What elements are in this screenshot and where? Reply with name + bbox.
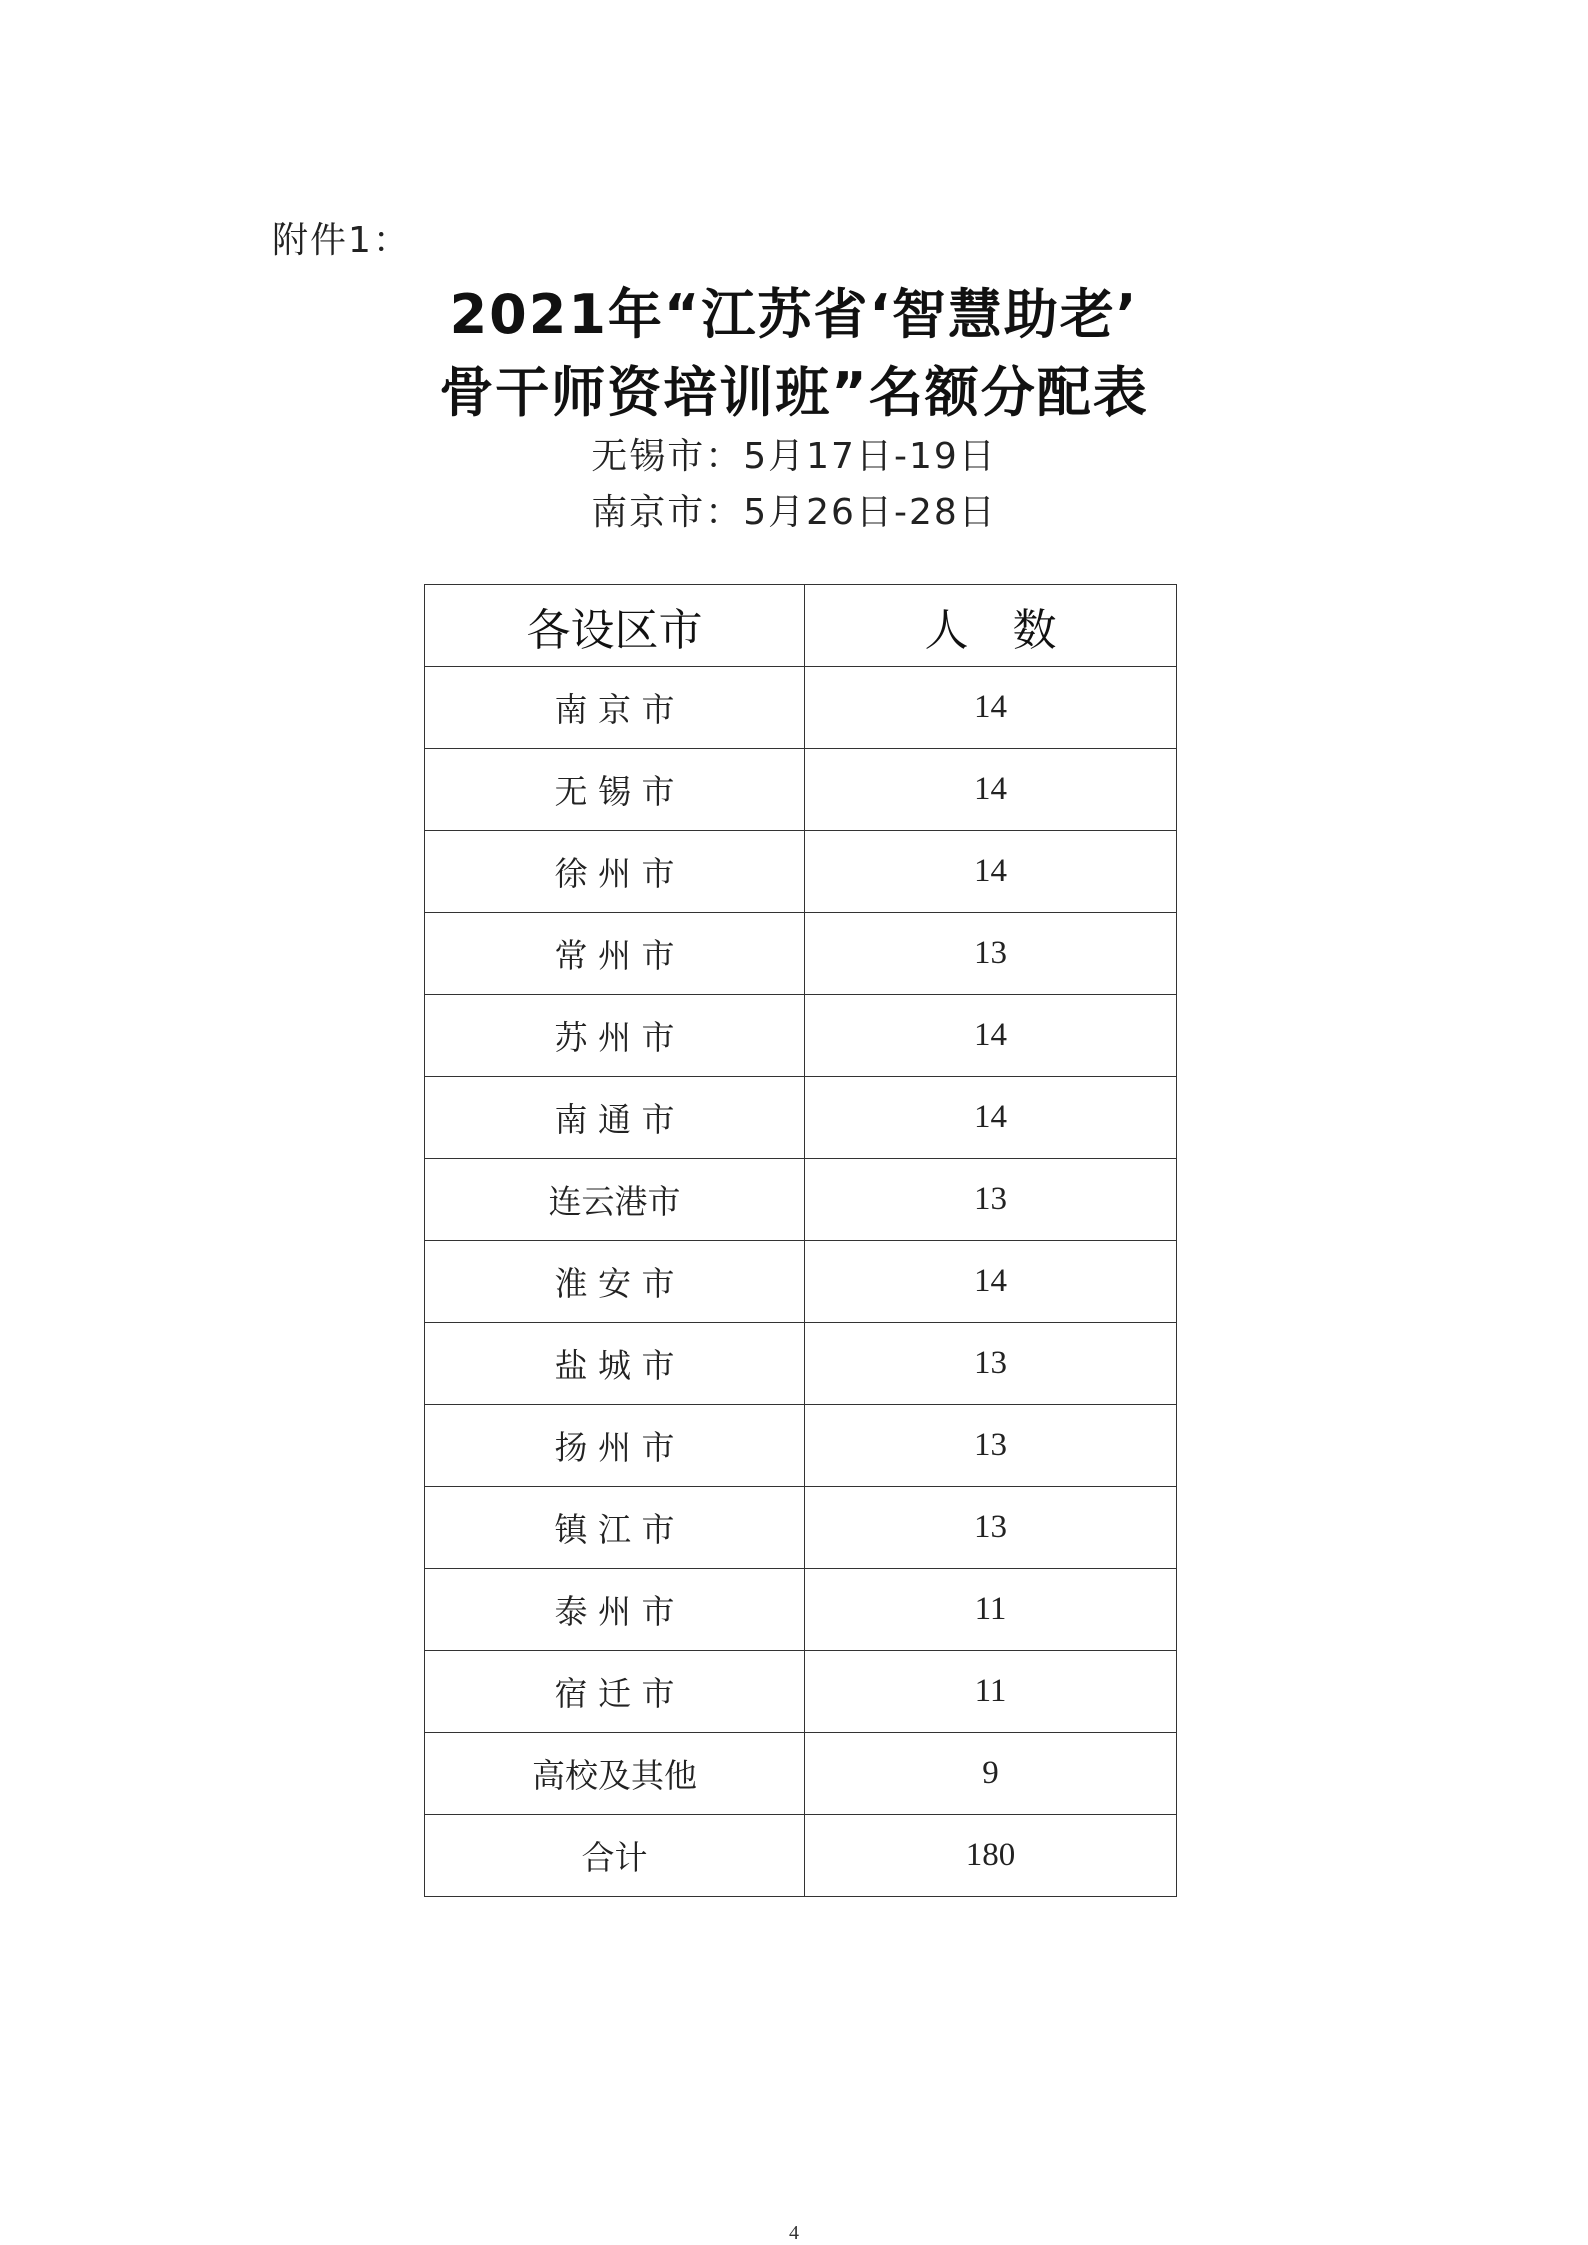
table-row xyxy=(425,1323,1177,1405)
city-cell: 宿 迁 市 xyxy=(425,1651,805,1733)
city-cell: 盐 城 市 xyxy=(425,1323,805,1405)
total-row xyxy=(425,1815,1177,1897)
document-title-line-1: 2021年“江苏省‘智慧助老’ xyxy=(449,283,1139,346)
table-row xyxy=(425,995,1177,1077)
table-row xyxy=(425,831,1177,913)
count-cell: 14 xyxy=(805,831,1177,913)
schedule-nanjing: 南京市：5月26日-28日 xyxy=(591,492,997,533)
table-row xyxy=(425,667,1177,749)
count-cell: 13 xyxy=(805,1405,1177,1487)
table-row xyxy=(425,1733,1177,1815)
column-header-count: 人 数 xyxy=(805,585,1177,667)
city-cell: 徐 州 市 xyxy=(425,831,805,913)
table-header-row xyxy=(425,585,1177,667)
table-row xyxy=(425,1651,1177,1733)
count-cell: 14 xyxy=(805,1241,1177,1323)
city-cell: 南 通 市 xyxy=(425,1077,805,1159)
city-cell: 泰 州 市 xyxy=(425,1569,805,1651)
city-cell: 南 京 市 xyxy=(425,667,805,749)
attachment-label: 附件1： xyxy=(272,220,411,261)
count-cell: 13 xyxy=(805,1487,1177,1569)
schedule-wuxi: 无锡市：5月17日-19日 xyxy=(591,436,997,477)
table-row xyxy=(425,1569,1177,1651)
page-number: 4 xyxy=(789,2222,799,2244)
count-cell: 13 xyxy=(805,1323,1177,1405)
count-cell: 9 xyxy=(805,1733,1177,1815)
column-header-city: 各设区市 xyxy=(425,585,805,667)
city-cell: 扬 州 市 xyxy=(425,1405,805,1487)
table-row xyxy=(425,1077,1177,1159)
table-row xyxy=(425,1487,1177,1569)
table-row xyxy=(425,749,1177,831)
count-cell: 13 xyxy=(805,1159,1177,1241)
table-row xyxy=(425,1405,1177,1487)
count-cell: 14 xyxy=(805,749,1177,831)
city-cell: 苏 州 市 xyxy=(425,995,805,1077)
count-cell: 14 xyxy=(805,667,1177,749)
city-cell: 常 州 市 xyxy=(425,913,805,995)
count-cell: 13 xyxy=(805,913,1177,995)
city-cell: 无 锡 市 xyxy=(425,749,805,831)
total-label-cell: 合计 xyxy=(425,1815,805,1897)
count-cell: 11 xyxy=(805,1651,1177,1733)
city-cell: 高校及其他 xyxy=(425,1733,805,1815)
table-row xyxy=(425,1159,1177,1241)
table-row xyxy=(425,1241,1177,1323)
table-row xyxy=(425,913,1177,995)
city-cell: 连云港市 xyxy=(425,1159,805,1241)
count-cell: 14 xyxy=(805,995,1177,1077)
quota-allocation-table xyxy=(424,584,1177,1897)
city-cell: 镇 江 市 xyxy=(425,1487,805,1569)
total-count-cell: 180 xyxy=(805,1815,1177,1897)
count-cell: 14 xyxy=(805,1077,1177,1159)
count-cell: 11 xyxy=(805,1569,1177,1651)
city-cell: 淮 安 市 xyxy=(425,1241,805,1323)
document-title-line-2: 骨干师资培训班”名额分配表 xyxy=(439,361,1149,424)
